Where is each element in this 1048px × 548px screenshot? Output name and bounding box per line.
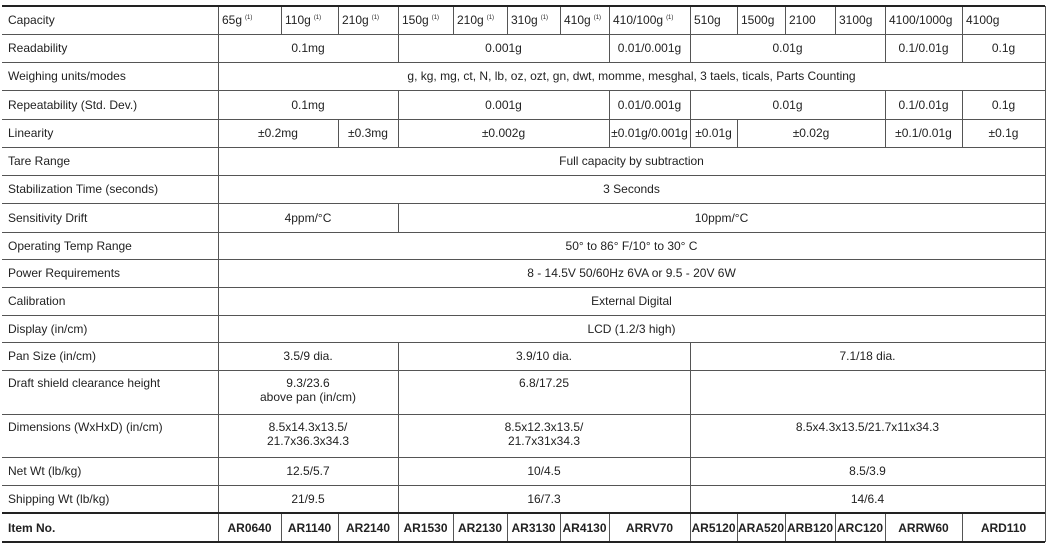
capacity-cell <box>885 6 962 34</box>
cell-text: ARC120 <box>836 520 884 535</box>
spec-value-cell <box>218 259 1045 287</box>
row-label: Tare Range <box>8 154 71 168</box>
spec-table <box>2 6 1045 542</box>
grid-vline <box>690 513 691 542</box>
spec-value-cell <box>690 370 1045 414</box>
grid-vline <box>218 315 219 342</box>
item-number-cell <box>507 513 560 542</box>
grid-vline <box>1045 119 1046 147</box>
grid-hline <box>2 485 1045 486</box>
grid-vline <box>962 6 963 34</box>
cell-text: ARRV70 <box>625 520 674 535</box>
item-number-cell <box>609 513 690 542</box>
cell-text: 510g <box>694 13 721 27</box>
capacity-cell <box>609 6 690 34</box>
cell-text: 14/6.4 <box>850 492 885 506</box>
cell-text: External Digital <box>591 294 672 308</box>
grid-vline <box>1045 232 1046 259</box>
cell-text: g, kg, mg, ct, N, lb, oz, ozt, gn, dwt, momme, mesghal, 3 taels, ticals, Parts Counting <box>407 69 856 83</box>
grid-vline <box>218 203 219 232</box>
grid-vline <box>218 370 219 414</box>
grid-hline <box>2 119 1045 120</box>
spec-value-cell <box>609 90 690 119</box>
row-label: Stabilization Time (seconds) <box>8 182 159 196</box>
grid-vline <box>560 6 561 34</box>
cell-text: 3.9/10 dia. <box>515 349 573 363</box>
spec-value-cell <box>690 34 885 62</box>
grid-vline <box>690 457 691 485</box>
cell-text: 0.1g <box>991 41 1016 55</box>
cell-text: 110g <box>285 13 311 27</box>
spec-value-cell <box>398 90 609 119</box>
cell-text: 410g <box>564 13 591 27</box>
grid-vline <box>218 34 219 62</box>
capacity-cell <box>398 6 453 34</box>
spec-value-cell <box>398 203 1045 232</box>
grid-vline <box>1045 287 1046 315</box>
grid-vline <box>835 6 836 34</box>
grid-vline <box>885 90 886 119</box>
grid-vline <box>962 513 963 542</box>
grid-vline <box>962 34 963 62</box>
cell-text: ±0.01g/0.001g <box>611 126 688 140</box>
grid-hline <box>2 232 1045 233</box>
cell-text: 410/100g <box>613 13 664 27</box>
grid-vline <box>281 513 282 542</box>
item-number-cell <box>338 513 398 542</box>
spec-value-cell <box>609 34 690 62</box>
spec-value-cell <box>218 203 398 232</box>
cell-text: AR2140 <box>345 520 391 535</box>
grid-vline <box>690 119 691 147</box>
capacity-cell <box>218 6 281 34</box>
grid-vline <box>218 232 219 259</box>
grid-vline <box>609 6 610 34</box>
grid-vline <box>1045 513 1046 542</box>
grid-vline <box>1045 34 1046 62</box>
cell-text: 0.01g <box>772 41 803 55</box>
grid-hline <box>2 175 1045 176</box>
cell-text: 0.01/0.001g <box>617 97 682 112</box>
grid-vline <box>609 90 610 119</box>
grid-vline <box>398 513 399 542</box>
grid-vline <box>338 119 339 147</box>
grid-vline <box>398 370 399 414</box>
grid-hline <box>2 287 1045 288</box>
spec-value-cell <box>218 315 1045 342</box>
spec-value-cell <box>398 119 609 147</box>
grid-vline <box>398 203 399 232</box>
spec-value-cell <box>737 119 885 147</box>
grid-vline <box>453 513 454 542</box>
item-number-cell <box>737 513 785 542</box>
cell-text: 0.01g <box>772 97 803 112</box>
cell-text: 210g <box>342 13 369 27</box>
cell-text: 0.001g <box>485 97 522 112</box>
capacity-cell <box>737 6 785 34</box>
cell-text: AR1530 <box>403 520 448 535</box>
cell-text: 16/7.3 <box>527 492 561 506</box>
grid-vline <box>218 342 219 370</box>
footnote-marker: (1) <box>666 15 674 21</box>
grid-vline <box>737 6 738 34</box>
grid-vline <box>1045 147 1046 175</box>
item-number-cell <box>885 513 962 542</box>
cell-text: ±0.02g <box>792 126 830 140</box>
spec-value-cell <box>218 287 1045 315</box>
grid-vline <box>1045 90 1046 119</box>
row-label: Capacity <box>8 13 55 27</box>
cell-text: 0.001g <box>485 41 522 55</box>
cell-text: 65g <box>222 13 243 27</box>
grid-vline <box>1045 62 1046 90</box>
grid-vline <box>785 513 786 542</box>
item-number-cell <box>835 513 885 542</box>
spec-value-cell <box>218 119 338 147</box>
grid-hline <box>2 541 1045 543</box>
capacity-cell <box>338 6 398 34</box>
cell-text: 210g <box>457 13 484 27</box>
cell-text: AR3130 <box>511 520 556 535</box>
grid-hline <box>2 315 1045 316</box>
row-label: Readability <box>8 41 68 55</box>
grid-vline <box>281 6 282 34</box>
footnote-marker: (1) <box>245 15 253 21</box>
cell-text: ±0.2mg <box>258 126 298 140</box>
cell-text: ARB120 <box>786 520 834 535</box>
grid-vline <box>1045 175 1046 203</box>
cell-text: ±0.01g <box>695 126 732 140</box>
spec-value-cell <box>218 62 1045 90</box>
cell-text: 8 - 14.5V 50/60Hz 6VA or 9.5 - 20V 6W <box>527 266 736 280</box>
cell-text: ARD110 <box>980 520 1027 535</box>
item-number-cell <box>962 513 1045 542</box>
spec-value-cell <box>885 34 962 62</box>
grid-vline <box>690 34 691 62</box>
grid-vline <box>338 513 339 542</box>
grid-vline <box>962 90 963 119</box>
row-label: Operating Temp Range <box>8 238 132 253</box>
cell-text: 12.5/5.7 <box>286 464 330 478</box>
cell-text: 0.1g <box>991 97 1016 112</box>
spec-value-cell <box>398 342 690 370</box>
row-label: Pan Size (in/cm) <box>8 349 97 363</box>
cell-text: AR0640 <box>227 520 272 535</box>
row-label: Sensitivity Drift <box>8 210 88 225</box>
capacity-cell <box>453 6 507 34</box>
spec-value-cell <box>690 457 1045 485</box>
grid-vline <box>690 6 691 34</box>
grid-hline <box>2 457 1045 458</box>
cell-text: AR1140 <box>287 520 332 535</box>
spec-value-cell <box>885 119 962 147</box>
row-label: Weighing units/modes <box>8 69 126 83</box>
grid-vline <box>453 6 454 34</box>
cell-text: 10/4.5 <box>527 464 561 478</box>
grid-vline <box>507 513 508 542</box>
item-number-cell <box>281 513 338 542</box>
grid-vline <box>218 6 219 34</box>
row-label: Repeatability (Std. Dev.) <box>8 97 138 112</box>
cell-text: 150g <box>402 13 429 27</box>
grid-vline <box>690 342 691 370</box>
footnote-marker: (1) <box>313 15 322 21</box>
grid-vline <box>835 513 836 542</box>
cell-text: 4ppm/°C <box>284 210 332 225</box>
capacity-cell <box>962 6 1045 34</box>
cell-text: ARA520 <box>737 520 785 535</box>
spec-value-cell <box>690 414 1045 457</box>
grid-vline <box>737 513 738 542</box>
cell-text: ±0.1/0.01g <box>895 126 952 140</box>
spec-value-cell <box>218 147 1045 175</box>
capacity-cell <box>560 6 609 34</box>
grid-vline <box>609 513 610 542</box>
footnote-marker: (1) <box>486 15 495 21</box>
spec-value-cell <box>690 119 737 147</box>
grid-vline <box>398 457 399 485</box>
spec-value-cell <box>218 370 398 414</box>
capacity-cell <box>690 6 737 34</box>
cell-text: ±0.1g <box>988 126 1019 140</box>
row-label: Shipping Wt (lb/kg) <box>8 492 110 506</box>
spec-value-cell <box>218 342 398 370</box>
spec-value-cell <box>690 485 1045 513</box>
grid-vline <box>690 414 691 457</box>
row-label: Item No. <box>8 520 56 535</box>
grid-hline <box>2 34 1045 35</box>
row-label: Calibration <box>8 294 66 308</box>
grid-vline <box>1045 370 1046 414</box>
spec-value-cell <box>398 370 690 414</box>
cell-text: 6.8/17.25 <box>518 376 570 390</box>
cell-text: ±0.3mg <box>348 126 388 140</box>
grid-vline <box>885 513 886 542</box>
spec-value-cell <box>962 90 1045 119</box>
grid-vline <box>885 6 886 34</box>
cell-text: 3 Seconds <box>603 182 660 196</box>
grid-hline <box>2 5 1045 7</box>
grid-vline <box>507 6 508 34</box>
grid-vline <box>690 90 691 119</box>
row-label: Power Requirements <box>8 266 121 280</box>
grid-vline <box>338 6 339 34</box>
grid-vline <box>218 414 219 457</box>
spec-value-cell <box>218 457 398 485</box>
grid-vline <box>785 6 786 34</box>
spec-value-cell <box>609 119 690 147</box>
row-label: Display (in/cm) <box>8 321 88 336</box>
spec-value-cell <box>962 119 1045 147</box>
grid-vline <box>609 119 610 147</box>
cell-text: 2100 <box>789 13 816 27</box>
cell-text: 310g <box>511 13 538 27</box>
row-label: Net Wt (lb/kg) <box>8 464 82 478</box>
grid-vline <box>1045 315 1046 342</box>
row-label: Draft shield clearance height <box>8 376 161 390</box>
footnote-marker: (1) <box>593 15 602 21</box>
cell-text: 0.1mg <box>291 97 325 112</box>
grid-hline <box>2 414 1045 415</box>
grid-hline <box>2 90 1045 91</box>
spec-value-cell <box>962 34 1045 62</box>
grid-vline <box>885 34 886 62</box>
item-number-cell <box>218 513 281 542</box>
spec-value-cell <box>885 90 962 119</box>
item-number-cell <box>398 513 453 542</box>
grid-vline <box>218 513 219 542</box>
grid-vline <box>1045 259 1046 287</box>
grid-vline <box>398 414 399 457</box>
item-number-cell <box>690 513 737 542</box>
row-label: Dimensions (WxHxD) (in/cm) <box>8 420 163 434</box>
grid-vline <box>1045 203 1046 232</box>
cell-text: 0.1/0.01g <box>898 41 949 55</box>
grid-vline <box>737 119 738 147</box>
grid-vline <box>690 370 691 414</box>
grid-vline <box>218 147 219 175</box>
cell-text: 8.5x14.3x13.5/ 21.7x36.3x34.3 <box>266 420 350 448</box>
grid-vline <box>1045 414 1046 457</box>
cell-text: 0.1/0.01g <box>898 97 949 112</box>
grid-vline <box>398 90 399 119</box>
grid-hline <box>2 259 1045 260</box>
cell-text: 21/9.5 <box>291 492 325 506</box>
grid-vline <box>885 119 886 147</box>
cell-text: 3.5/9 dia. <box>283 349 333 363</box>
grid-vline <box>1045 457 1046 485</box>
cell-text: 4100/1000g <box>889 13 953 27</box>
grid-vline <box>218 90 219 119</box>
capacity-cell <box>835 6 885 34</box>
grid-hline <box>2 512 1045 514</box>
cell-text: 4100g <box>966 13 1000 27</box>
grid-vline <box>1045 6 1046 34</box>
grid-hline <box>2 370 1045 371</box>
cell-text: AR2130 <box>457 520 503 535</box>
grid-hline <box>2 342 1045 343</box>
cell-text: 8.5x4.3x13.5/21.7x11x34.3 <box>795 420 940 434</box>
cell-text: Full capacity by subtraction <box>559 154 704 168</box>
cell-text: 9.3/23.6 above pan (in/cm) <box>259 376 357 404</box>
grid-hline <box>2 147 1045 148</box>
grid-vline <box>218 259 219 287</box>
cell-text: 50° to 86° F/10° to 30° C <box>565 238 698 253</box>
grid-hline <box>2 62 1045 63</box>
footnote-marker: (1) <box>371 15 380 21</box>
spec-value-cell <box>218 232 1045 259</box>
grid-vline <box>398 34 399 62</box>
spec-value-cell <box>690 342 1045 370</box>
spec-value-cell <box>218 175 1045 203</box>
footnote-marker: (1) <box>431 15 440 21</box>
cell-text: 7.1/18 dia. <box>839 349 896 363</box>
item-number-cell <box>560 513 609 542</box>
spec-value-cell <box>218 485 398 513</box>
grid-vline <box>218 62 219 90</box>
grid-hline <box>2 203 1045 204</box>
grid-vline <box>218 175 219 203</box>
cell-text: 0.1mg <box>291 41 325 55</box>
cell-text: 3100g <box>839 13 873 27</box>
grid-vline <box>690 485 691 513</box>
grid-vline <box>218 287 219 315</box>
grid-vline <box>962 119 963 147</box>
spec-value-cell <box>218 414 398 457</box>
spec-value-cell <box>338 119 398 147</box>
grid-vline <box>218 119 219 147</box>
spec-value-cell <box>398 34 609 62</box>
spec-value-cell <box>218 34 398 62</box>
capacity-cell <box>785 6 835 34</box>
grid-vline <box>560 513 561 542</box>
cell-text: AR4130 <box>562 520 607 535</box>
cell-text: LCD (1.2/3 high) <box>587 321 676 336</box>
cell-text: AR5120 <box>691 520 736 535</box>
grid-vline <box>218 457 219 485</box>
footnote-marker: (1) <box>540 15 549 21</box>
spec-value-cell <box>398 485 690 513</box>
row-label: Linearity <box>8 126 54 140</box>
spec-value-cell <box>398 414 690 457</box>
capacity-cell <box>507 6 560 34</box>
cell-text: 8.5x12.3x13.5/ 21.7x31x34.3 <box>504 420 584 448</box>
grid-vline <box>398 6 399 34</box>
grid-vline <box>218 485 219 513</box>
cell-text: 1500g <box>741 13 775 27</box>
item-number-cell <box>785 513 835 542</box>
grid-vline <box>398 119 399 147</box>
cell-text: 0.01/0.001g <box>617 41 682 55</box>
spec-value-cell <box>690 90 885 119</box>
cell-text: 8.5/3.9 <box>849 464 886 478</box>
capacity-cell <box>281 6 338 34</box>
spec-value-cell <box>218 90 398 119</box>
cell-text: 10ppm/°C <box>694 210 749 225</box>
spec-value-cell <box>398 457 690 485</box>
grid-vline <box>609 34 610 62</box>
cell-text: ±0.002g <box>481 126 526 140</box>
cell-text: ARRW60 <box>898 520 949 535</box>
grid-vline <box>1045 342 1046 370</box>
grid-vline <box>398 485 399 513</box>
grid-vline <box>1045 485 1046 513</box>
item-number-cell <box>453 513 507 542</box>
grid-vline <box>398 342 399 370</box>
